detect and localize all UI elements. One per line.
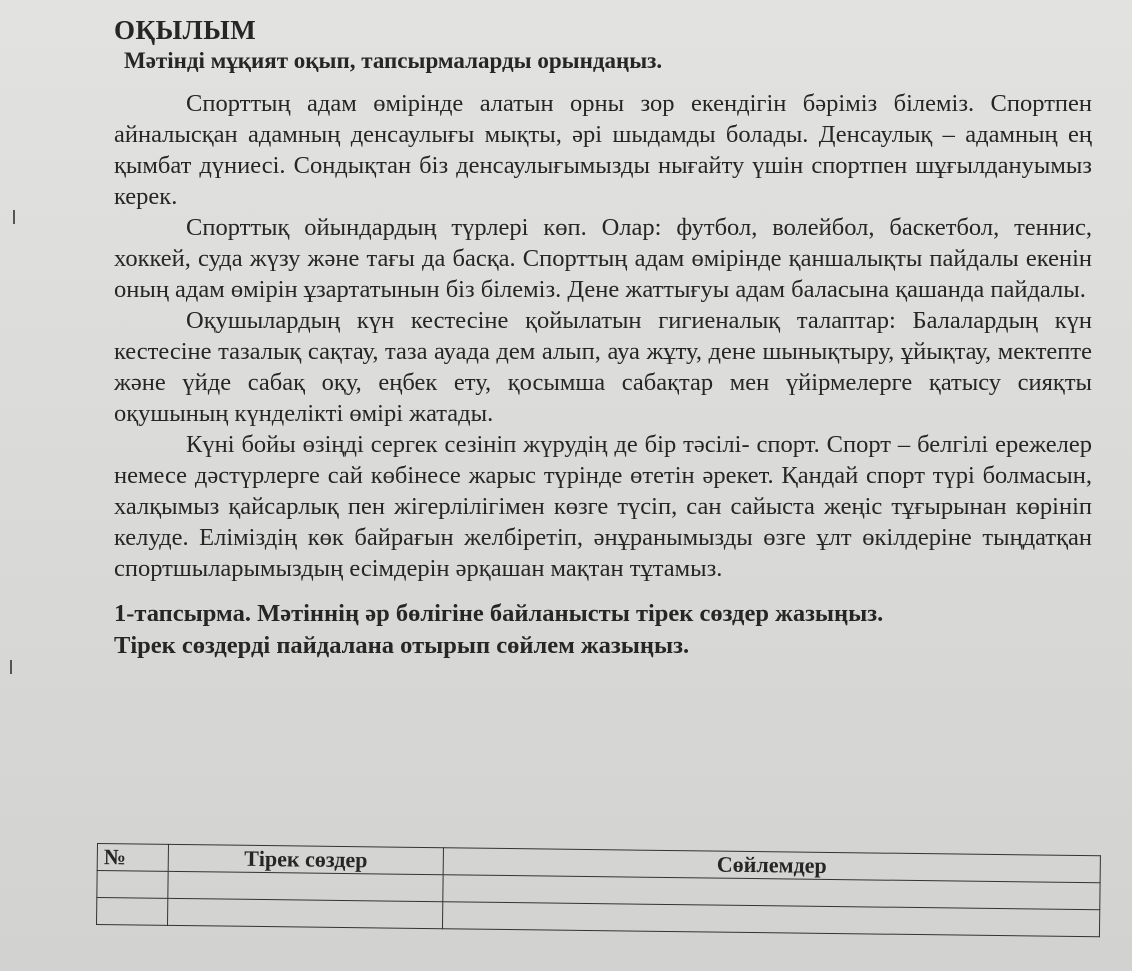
task-1 (114, 598, 1092, 662)
table-cell[interactable] (167, 898, 442, 928)
task-label: 1-тапсырма (114, 600, 245, 627)
header-key-words: Тірек сөздер (168, 844, 443, 874)
paragraph-3: Оқушылардың күн кестесіне қойылатын гигиеналық талаптар: Балалардың күн кестесіне тазалық сақтау, таза ауада дем алып, ауа жұту, дене шынықтыру, ұйықтау, мектепте және үйде сабақ оқу, еңбек ету, қосымша сабақтар мен үйірмелерге қатысу сияқты оқушының күнделікті өмірі жатады. (114, 307, 1092, 427)
table-cell[interactable] (97, 898, 168, 926)
page-title: ОҚЫЛЫМ (114, 15, 257, 45)
table-cell[interactable] (168, 871, 443, 901)
answer-table (96, 843, 1101, 937)
table-cell[interactable] (97, 871, 168, 899)
margin-mark (13, 210, 15, 224)
header-number: № (97, 844, 168, 872)
document-content (114, 14, 1092, 662)
paragraph-2: Спорттық ойындардың түрлері көп. Олар: футбол, волейбол, баскетбол, теннис, хоккей, суда жүзу және тағы да басқа. Спорттың адам өмірінде қаншалықты пайдалы екенін оның адам өмірін ұзартатынын біз білеміз. Дене жаттығуы адам баласына қашанда пайдалы. (114, 214, 1092, 303)
paragraph-1: Спорттың адам өмірінде алатын орны зор екендігін бәріміз білеміз. Спортпен айналысқан адамның денсаулығы мықты, әрі шыдамды болады. Денсаулық – адамның ең қымбат дүниесі. Сондықтан біз денсаулығымызды нығайту үшін спортпен шұғылдануымыз керек. (114, 90, 1092, 210)
task-line-1: . Мәтіннің әр бөлігіне байланысты тірек сөздер жазыңыз. (244, 600, 884, 627)
header-sentences: Сөйлемдер (443, 848, 1100, 883)
margin-mark (10, 660, 12, 674)
paragraph-4: Күні бойы өзіңді сергек сезініп жүрудің де бір тәсілі- спорт. Спорт – белгілі ережелер немесе дәстүрлерге сай көбінесе жарыс түрінде өтетін әрекет. Қандай спорт түрі болмасын, халқымыз қайсарлық пен жігерлілігімен көзге түсіп, сан сайыста жеңіс тұғырынан көрініп келуде. Еліміздің көк байрағын желбіретіп, әнұранымызды өзге ұлт өкілдеріне тыңдатқан спортшыларымыздың есімдерін әрқашан мақтан тұтамыз. (114, 431, 1092, 582)
task-line-2: Тірек сөздерді пайдалана отырып сөйлем жазыңыз. (114, 632, 690, 659)
instruction-subtitle: Мәтінді мұқият оқып, тапсырмаларды орындаңыз. (124, 48, 663, 73)
